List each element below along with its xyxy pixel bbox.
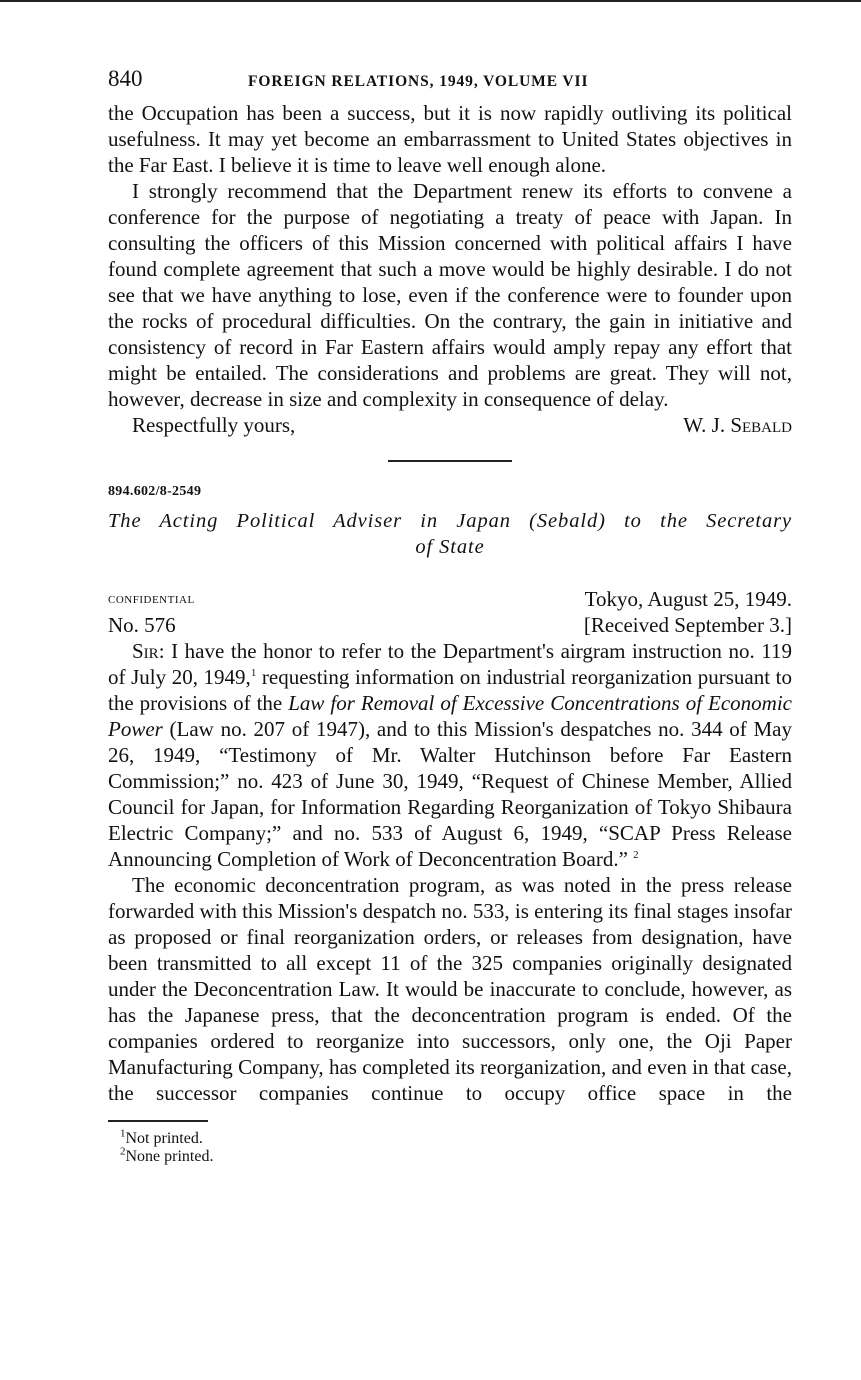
letter-closing xyxy=(108,412,792,438)
despatch-paragraph-1: Sir: I have the honor to refer to the Department's airgram instruction no. 119 of July 20, 1949,$^1$ requesting information on industrial reorganization pursuant to the provisions of the Law for Removal of Excessive Concentrations of Economic Power (Law no. 207 of 1947), and to this Mission's despatches no. 344 of May 26, 1949, “Testimony of Mr. Walter Hutchinson before Far Eastern Commission;” no. 423 of June 30, 1949, “Request of Chinese Member, Allied Council for Japan, for Information Regarding Reorganization of Tokyo Shibaura Electric Company;” and no. 533 of August 6, 1949, “SCAP Press Release Announcing Completion of Work of Deconcentration Board.” $^2$ xyxy=(108,639,793,871)
received-date: [Received September 3.] xyxy=(583,613,792,637)
footnote-1: $^1$Not printed. xyxy=(120,1127,203,1147)
document-page xyxy=(108,66,792,1166)
law-title: Law for Removal of Excessive Concentrations of Economic Power xyxy=(108,691,792,741)
running-head: FOREIGN RELATIONS, 1949, VOLUME VII xyxy=(248,73,589,90)
page-number: 840 xyxy=(108,66,143,91)
recommendation-paragraph: I strongly recommend that the Department renew its efforts to convene a conference for the purpose of negotiating a treaty of peace with Japan. In consulting the officers of this Mission concerned with political affairs I have found complete agreement that such a move would be highly desirable. I do not see that we have anything to lose, even if the conference were to founder upon the rocks of procedural difficulties. On the contrary, the gain in initiative and consistency of record in Far Eastern affairs would amply repay any effort that might be entailed. The considerations and problems are great. They will not, however, decrease in size and complexity in consequence of delay. xyxy=(108,179,792,411)
continuation-paragraph: the Occupation has been a success, but it is now rapidly outliving its political usefulness. It may yet become an embarrassment to United States objectives in the Far East. I believe it is time to leave well enough alone. xyxy=(108,101,792,177)
document-title xyxy=(108,508,792,560)
footnote-ref-1: 1 xyxy=(250,667,257,679)
footnote-2: $^2$None printed. xyxy=(120,1145,214,1165)
place-date: Tokyo, August 25, 1949. xyxy=(584,587,792,611)
file-number: 894.602/8-2549 xyxy=(108,484,202,499)
document-title-line-2: of State xyxy=(415,536,485,558)
despatch-number: No. 576 xyxy=(108,613,176,637)
classification-row xyxy=(108,586,792,612)
page-header xyxy=(108,66,792,100)
section-divider xyxy=(388,460,512,462)
complimentary-close: Respectfully yours, xyxy=(132,413,296,437)
number-row xyxy=(108,612,792,638)
footnote-ref-2: 2 xyxy=(633,849,639,861)
salutation: Sir xyxy=(132,639,159,663)
top-border-rule xyxy=(0,0,861,2)
signature: W. J. Sebald xyxy=(683,413,792,437)
despatch-paragraph-2: The economic deconcentration program, as was noted in the press release forwarded with this Mission's despatch no. 533, is entering its final stages insofar as proposed or final reorganization orders, or releases from designation, have been transmitted to all except 11 of the 325 companies originally designated under the Deconcentration Law. It would be inaccurate to conclude, however, as has the Japanese press, that the deconcentration program is ended. Of the companies ordered to reorganize into successors, only one, the Oji Paper Manufacturing Company, has completed its reorganization, and even in that case, the successor companies continue to occupy office space in the xyxy=(108,873,792,1105)
footnote-rule xyxy=(108,1120,208,1122)
classification-label: confidential xyxy=(108,591,195,607)
footnotes xyxy=(108,1127,792,1166)
document-title-line-1: The Acting Political Adviser in Japan (Sebald) to the Secretary xyxy=(108,510,792,532)
